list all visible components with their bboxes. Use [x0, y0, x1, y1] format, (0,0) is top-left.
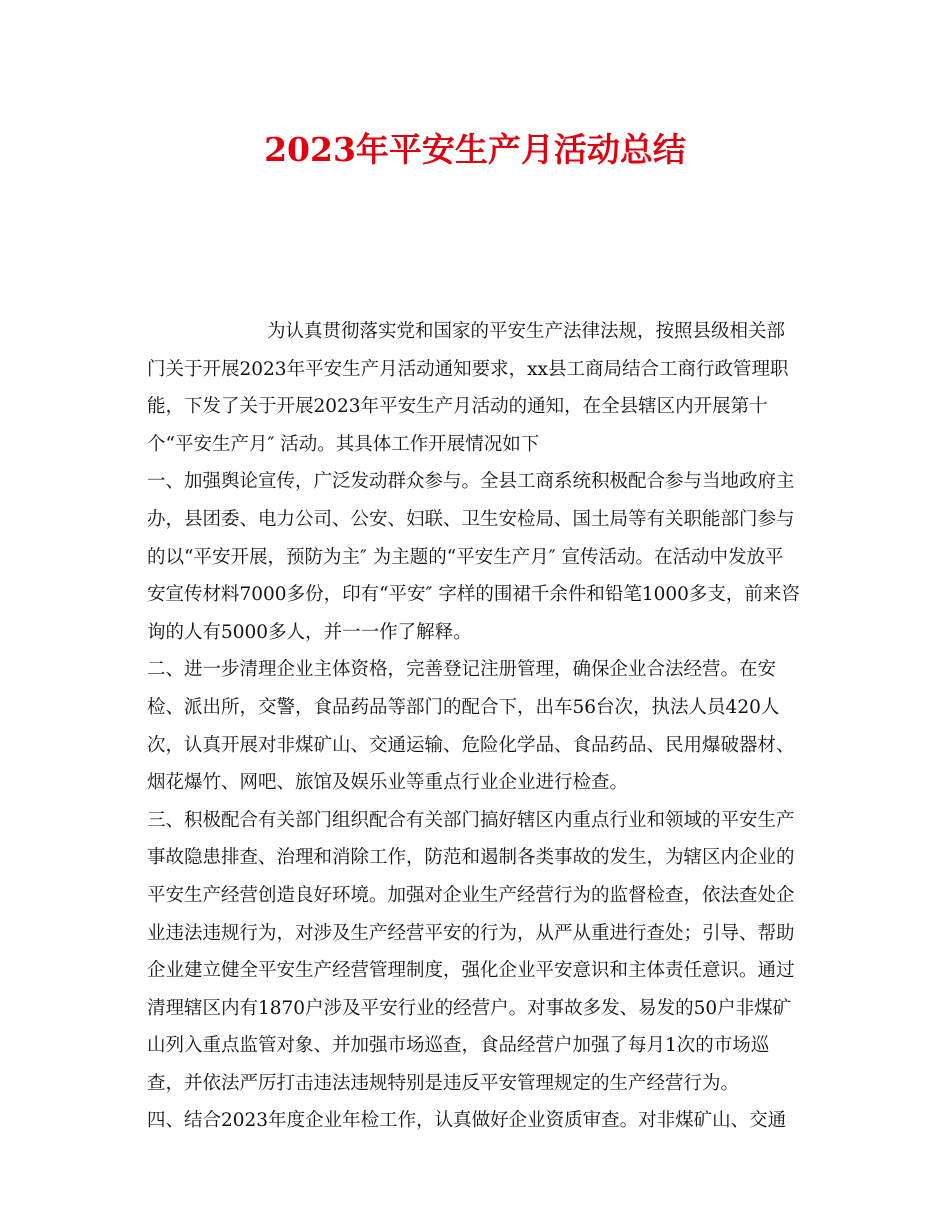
text-line: 办，县团委、电力公司、公安、妇联、卫生安检局、国土局等有关职能部门参与 [147, 508, 795, 530]
text-line: 个“平安生产月″ 活动。其具体工作开展情况如下 [147, 433, 540, 455]
document-body [147, 313, 807, 1140]
text-line: 烟花爆竹、网吧、旅馆及娱乐业等重点行业企业进行检查。 [147, 772, 629, 794]
text-line: 一、加强舆论宣传，广泛发动群众参与。全县工商系统积极配合参与当地政府主 [147, 471, 795, 493]
text-line: 事故隐患排查、治理和消除工作，防范和遏制各类事故的发生，为辖区内企业的 [147, 847, 795, 869]
page-title: 2023年平安生产月活动总结 [264, 130, 686, 169]
text-line: 业违法违规行为，对涉及生产经营平安的行为，从严从重进行查处；引导、帮助 [147, 922, 795, 944]
text-line: 次，认真开展对非煤矿山、交通运输、危险化学品、食品药品、民用爆破器材、 [147, 734, 795, 756]
text-line: 安宣传材料7000多份，印有“平安″ 字样的围裙千余件和铅笔1000多支，前来咨 [147, 584, 800, 606]
text-line: 山列入重点监管对象、并加强市场巡查，食品经营户加强了每月1次的市场巡 [147, 1035, 770, 1057]
text-line: 能，下发了关于开展2023年平安生产月活动的通知，在全县辖区内开展第十 [147, 396, 768, 418]
text-line: 企业建立健全平安生产经营管理制度，强化企业平安意识和主体责任意识。通过 [147, 960, 795, 982]
text-line: 门关于开展2023年平安生产月活动通知要求，xx县工商局结合工商行政管理职 [147, 358, 789, 380]
text-line: 平安生产经营创造良好环境。加强对企业生产经营行为的监督检查，依法查处企 [147, 884, 795, 906]
text-line: 检、派出所，交警，食品药品等部门的配合下，出车56台次，执法人员420人 [147, 696, 780, 718]
text-line: 为认真贯彻落实党和国家的平安生产法律法规，按照县级相关部 [267, 321, 786, 342]
text-line: 询的人有5000多人，并一一作了解释。 [147, 621, 472, 643]
text-line: 二、进一步清理企业主体资格，完善登记注册管理，确保企业合法经营。在安 [147, 659, 777, 681]
text-line: 三、积极配合有关部门组织配合有关部门搞好辖区内重点行业和领域的平安生产 [147, 809, 795, 831]
text-line: 清理辖区内有1870户涉及平安行业的经营户。对事故多发、易发的50户非煤矿 [147, 997, 792, 1019]
text-line: 四、结合2023年度企业年检工作，认真做好企业资质审查。对非煤矿山、交通 [147, 1110, 787, 1132]
text-line: 查，并依法严厉打击违法违规特别是违反平安管理规定的生产经营行为。 [147, 1072, 740, 1094]
text-line: 的以“平安开展，预防为主″ 为主题的“平安生产月″ 宣传活动。在活动中发放平 [147, 546, 784, 568]
